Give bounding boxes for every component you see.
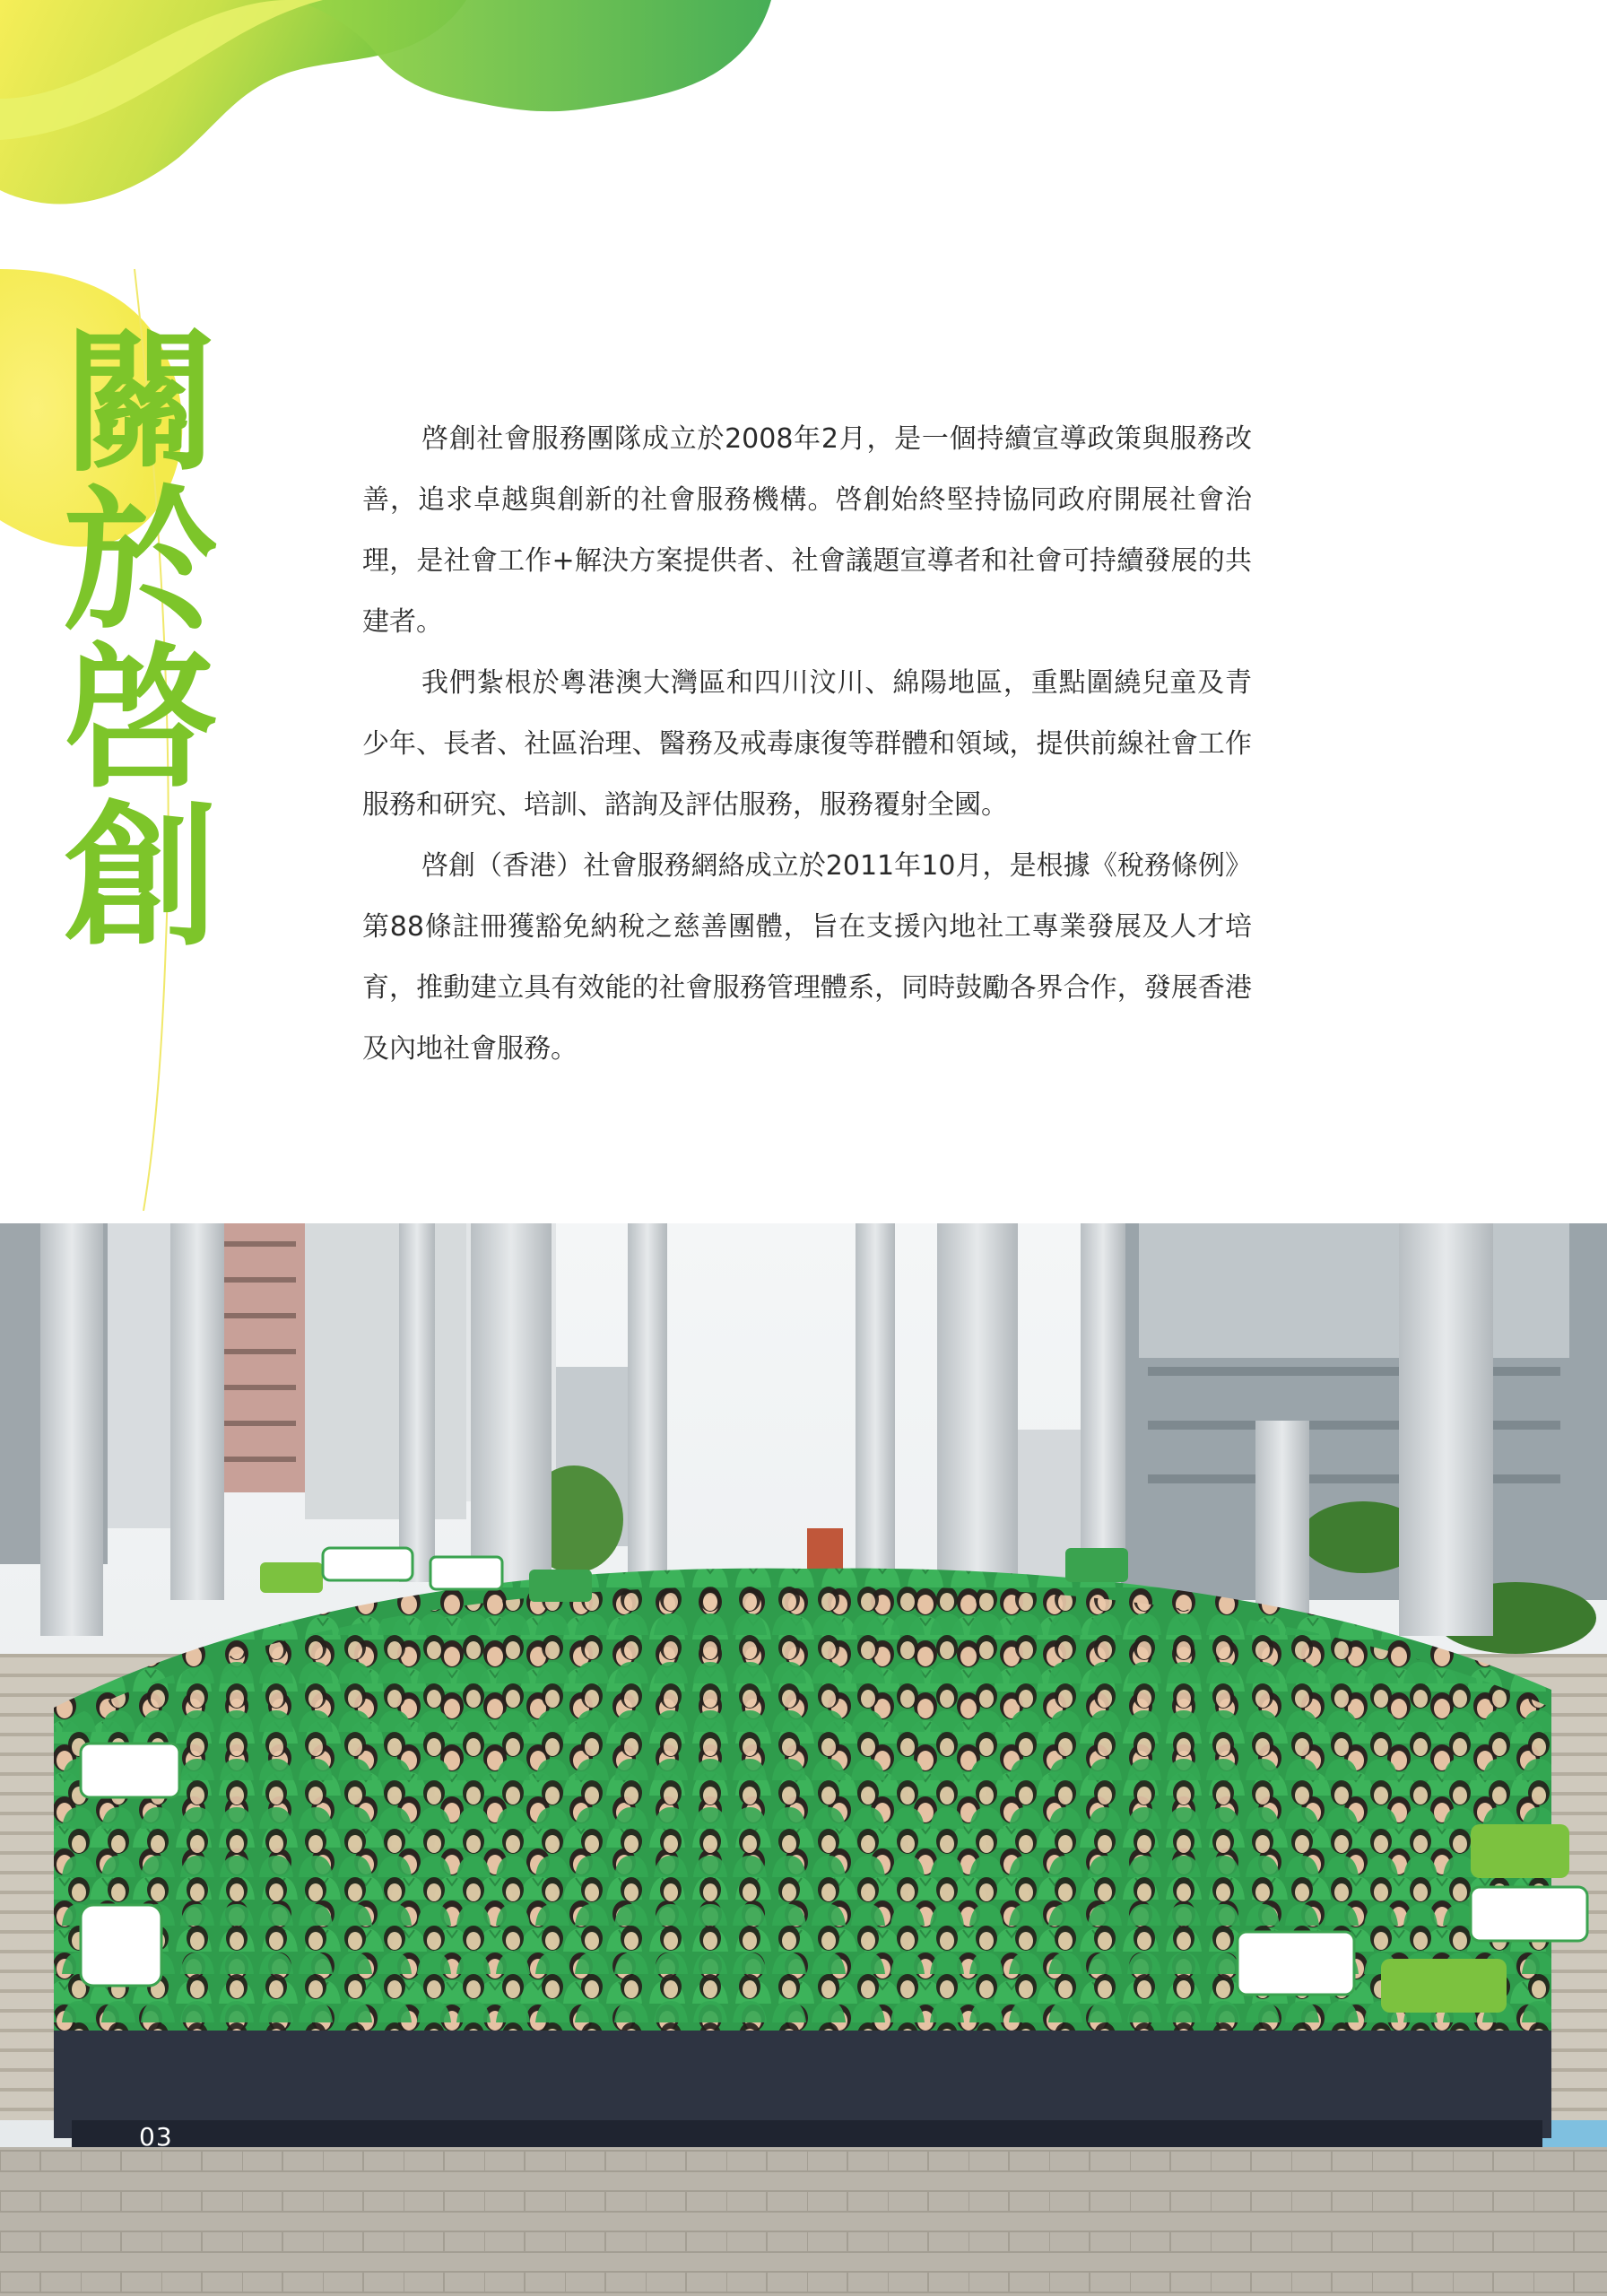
page-title (56, 313, 226, 967)
paragraph: 啓創社會服務團隊成立於2008年2月，是一個持續宣導政策與服務改善，追求卓越與創新的社會服務機構。啓創始終堅持協同政府開展社會治理，是社會工作+解決方案提供者、社會議題宣導者和社會可持續發展的共建者。 (362, 423, 1252, 638)
title-char: 關 (64, 313, 218, 493)
paragraph: 我們紮根於粵港澳大灣區和四川汶川、綿陽地區，重點圍繞兒童及青少年、長者、社區治理、醫務及戒毒康復等群體和領域，提供前線社會工作服務和研究、培訓、諮詢及評估服務，服務覆射全國。 (362, 667, 1252, 821)
paragraph: 啓創（香港）社會服務網絡成立於2011年10月，是根據《稅務條例》第88條註冊獲豁免納稅之慈善團體，旨在支援內地社工專業發展及人才培育，推動建立具有效能的社會服務管理體系，同時鼓勵各界合作，發展香港及內地社會服務。 (362, 850, 1252, 1065)
title-char: 啓 (64, 629, 218, 809)
title-char: 創 (64, 787, 218, 967)
page-number: 03 (139, 2122, 173, 2152)
group-photo (0, 1223, 1607, 2296)
title-char: 於 (64, 471, 218, 651)
about-text (362, 409, 1252, 1080)
